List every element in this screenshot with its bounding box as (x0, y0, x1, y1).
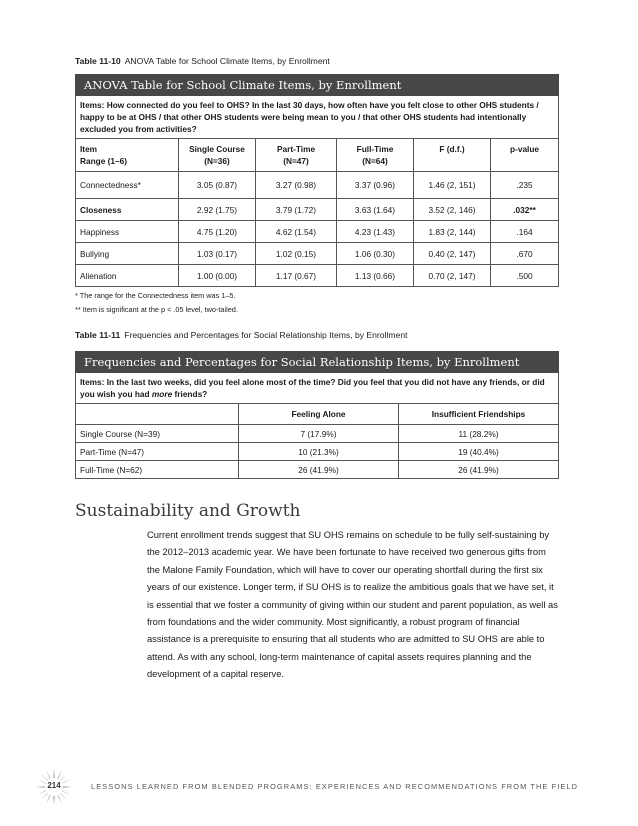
table2-banner: Frequencies and Percentages for Social Relationship Items, by Enrollment (76, 352, 559, 373)
table-row: Single Course (N=39) 7 (17.9%) 11 (28.2%) (76, 425, 559, 443)
table-row: Full-Time (N=62) 26 (41.9%) 26 (41.9%) (76, 461, 559, 479)
table1-caption (75, 56, 330, 66)
table2-items-text: Items: In the last two weeks, did you feel alone most of the time? Did you feel that you did not have any friends, or did you wish you had more friends? (76, 373, 559, 404)
table2-caption-number: Table 11-11 (75, 330, 121, 340)
anova-table (75, 74, 559, 287)
table1-caption-number: Table 11-10 (75, 56, 121, 66)
section-title: Sustainability and Growth (75, 501, 301, 521)
table1-header-full: Full-Time (N=64) (337, 139, 414, 172)
table1-header-item: Item Range (1–6) (76, 139, 179, 172)
running-title: LESSONS LEARNED FROM BLENDED PROGRAMS: EXPERIENCES AND RECOMMENDATIONS FROM THE FIELD (91, 782, 579, 791)
table2-caption-text: Frequencies and Percentages for Social Relationship Items, by Enrollment (124, 330, 408, 340)
table2-header-alone: Feeling Alone (239, 404, 399, 425)
table-row: Happiness 4.75 (1.20) 4.62 (1.54) 4.23 (1.43) 1.83 (2, 144) .164 (76, 221, 559, 243)
table1-header-p: p-value (491, 139, 559, 172)
table2-header-friendships: Insufficient Friendships (399, 404, 559, 425)
section-paragraph: Current enrollment trends suggest that SU OHS remains on schedule to be fully self-sustaining by the 2012–2013 academic year. We have been fortunate to have received two generous gifts from the Malone Family Foundation, which will have to cover our operating shortfall during the first six years of our existence. Longer term, if SU OHS is to realize the ambitious goals that we have set, it is essential that we foster a community of giving within our student and parent population, as well as from foundations and the wider community. Most significantly, a robust program of financial assistance is a prerequisite to ensuring that all students who are admitted to SU OHS are able to attend. As with any school, long-term maintenance of capital assets requires planning and the development of a capital reserve. (147, 530, 558, 680)
table1-header-single: Single Course (N=36) (179, 139, 256, 172)
table-row: Connectedness* 3.05 (0.87) 3.27 (0.98) 3.37 (0.96) 1.46 (2, 151) .235 (76, 172, 559, 199)
table-row: Bullying 1.03 (0.17) 1.02 (0.15) 1.06 (0.30) 0.40 (2, 147) .670 (76, 243, 559, 265)
page-footer (40, 771, 579, 801)
table1-items-text: Items: How connected do you feel to OHS? In the last 30 days, how often have you felt close to other OHS students / happy to be at OHS / that other OHS students were being mean to you / that other OHS students had intentionally excluded you from activities? (76, 96, 559, 139)
table2-caption (75, 330, 408, 340)
table1-caption-text: ANOVA Table for School Climate Items, by Enrollment (124, 56, 330, 66)
table1-note-range: * The range for the Connectedness item was 1–5. (75, 291, 236, 300)
frequencies-table (75, 351, 559, 479)
table1-header-part: Part-Time (N=47) (256, 139, 337, 172)
table-row: Closeness 2.92 (1.75) 3.79 (1.72) 3.63 (1.64) 3.52 (2, 146) .032** (76, 199, 559, 221)
table1-header-row (76, 139, 559, 172)
table-row: Alienation 1.00 (0.00) 1.17 (0.67) 1.13 (0.66) 0.70 (2, 147) .500 (76, 265, 559, 287)
table1-banner: ANOVA Table for School Climate Items, by Enrollment (76, 75, 559, 96)
table2-header-row (76, 404, 559, 425)
table-row: Part-Time (N=47) 10 (21.3%) 19 (40.4%) (76, 443, 559, 461)
page-number: 214 (47, 781, 61, 790)
table1-note-significance: ** Item is significant at the p < .05 level, two-tailed. (75, 305, 238, 314)
table1-header-f: F (d.f.) (414, 139, 491, 172)
